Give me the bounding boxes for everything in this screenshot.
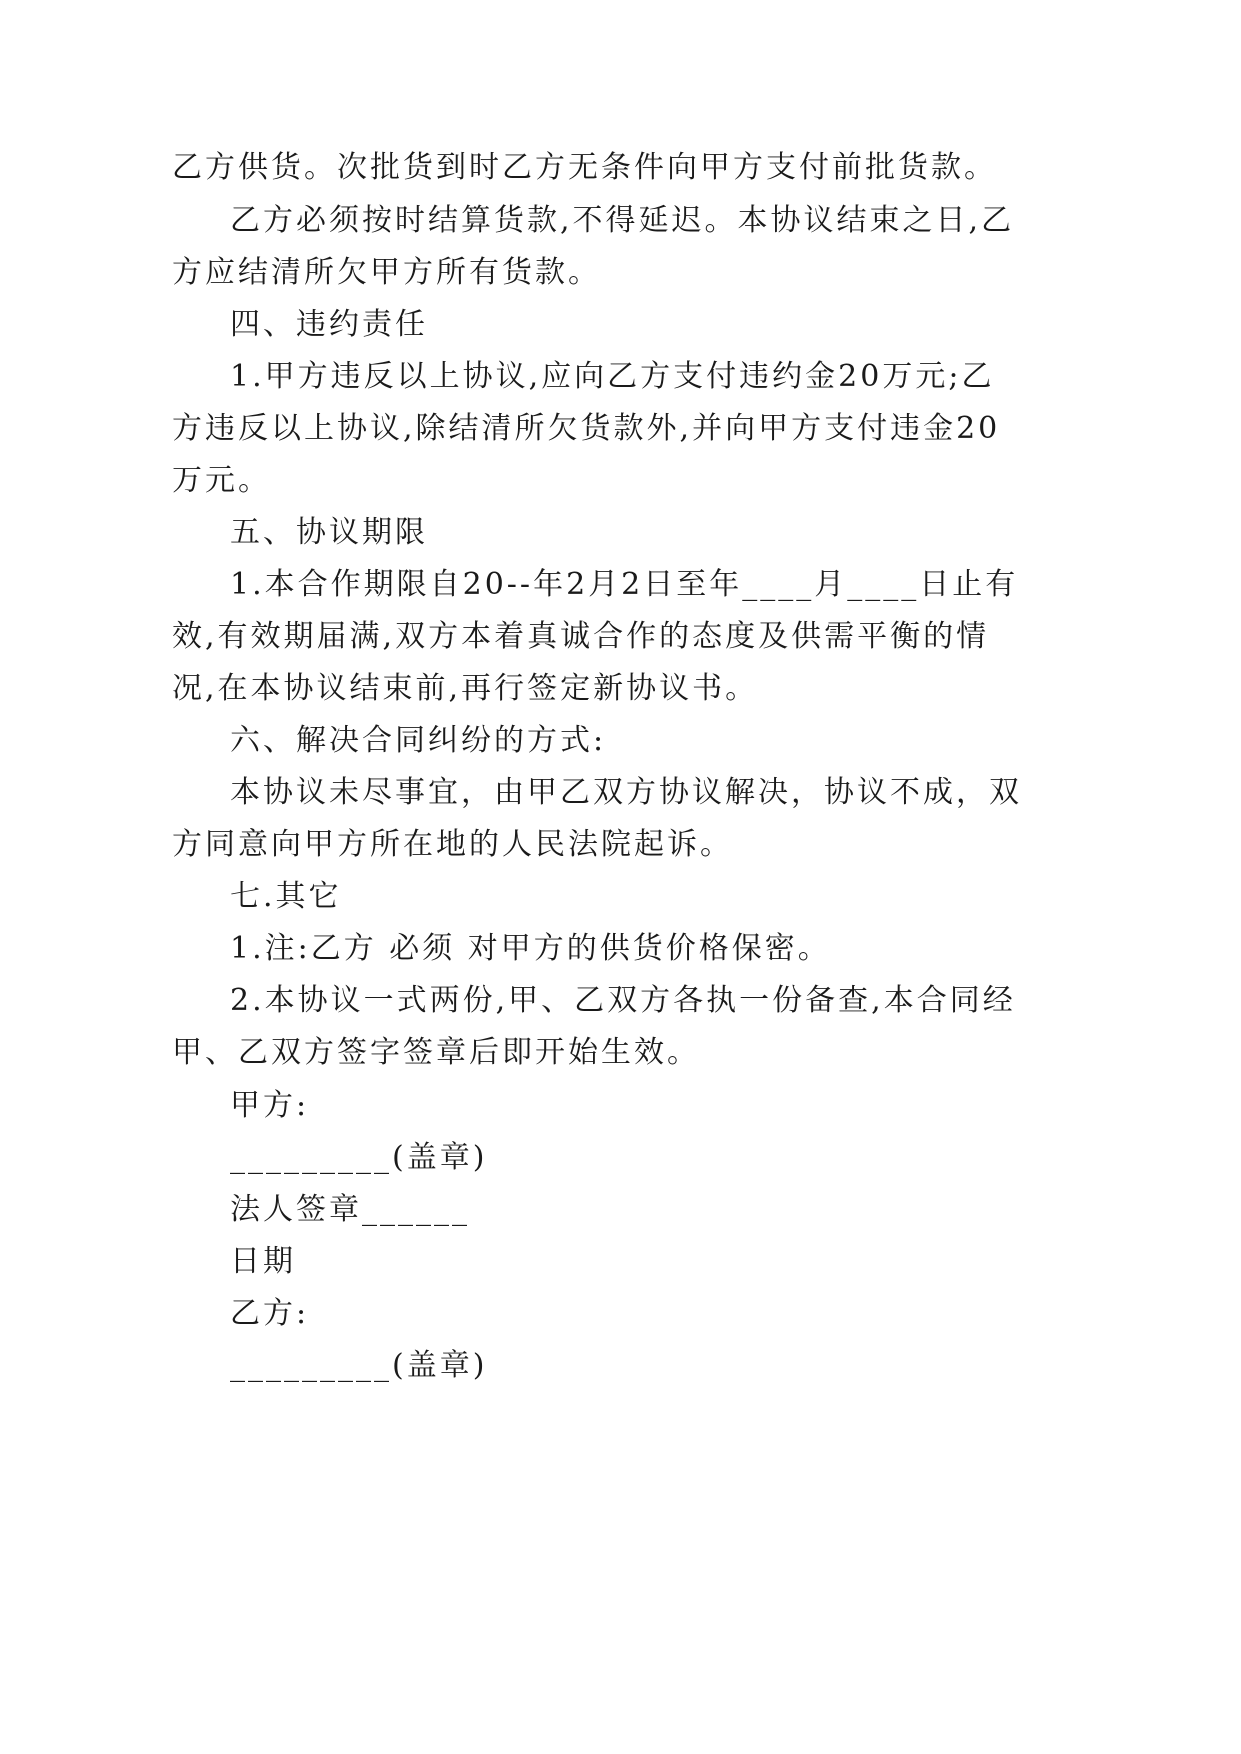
party-a-seal-line: _________(盖章) [230, 1140, 488, 1175]
section-heading-term: 五、协议期限 [230, 515, 428, 550]
para-line-9: 1.本合作期限自20--年2月2日至年____月____日止有 [230, 567, 1019, 602]
para-line-7: 万元。 [172, 463, 271, 498]
party-a-label: 甲方: [230, 1088, 310, 1123]
para-line-16: 1.注:乙方 必须 对甲方的供货价格保密。 [230, 931, 831, 966]
para-line-11: 况,在本协议结束前,再行签定新协议书。 [172, 671, 759, 706]
party-b-label: 乙方: [230, 1296, 310, 1331]
date-label: 日期 [230, 1244, 296, 1279]
para-line-10: 效,有效期届满,双方本着真诚合作的态度及供需平衡的情 [172, 619, 990, 654]
para-line-2: 乙方必须按时结算货款,不得延迟。本协议结束之日,乙 [230, 203, 1015, 238]
para-line-17: 2.本协议一式两份,甲、乙双方各执一份备查,本合同经 [230, 983, 1016, 1018]
para-line-18: 甲、乙双方签字签章后即开始生效。 [172, 1035, 700, 1070]
section-heading-breach: 四、违约责任 [230, 307, 428, 342]
party-b-seal-line: _________(盖章) [230, 1348, 488, 1383]
para-line-1: 乙方供货。次批货到时乙方无条件向甲方支付前批货款。 [172, 150, 997, 185]
para-line-13: 本协议未尽事宜，由甲乙双方协议解决，协议不成，双 [230, 775, 1022, 810]
legal-rep-signature-line: 法人签章______ [230, 1192, 470, 1227]
section-heading-other: 七.其它 [230, 879, 342, 914]
para-line-5: 1.甲方违反以上协议,应向乙方支付违约金20万元;乙 [230, 359, 995, 394]
para-line-3: 方应结清所欠甲方所有货款。 [172, 255, 601, 290]
para-line-14: 方同意向甲方所在地的人民法院起诉。 [172, 827, 733, 862]
section-heading-dispute: 六、解决合同纠纷的方式: [230, 723, 607, 758]
para-line-6: 方违反以上协议,除结清所欠货款外,并向甲方支付违金20 [172, 411, 1001, 446]
